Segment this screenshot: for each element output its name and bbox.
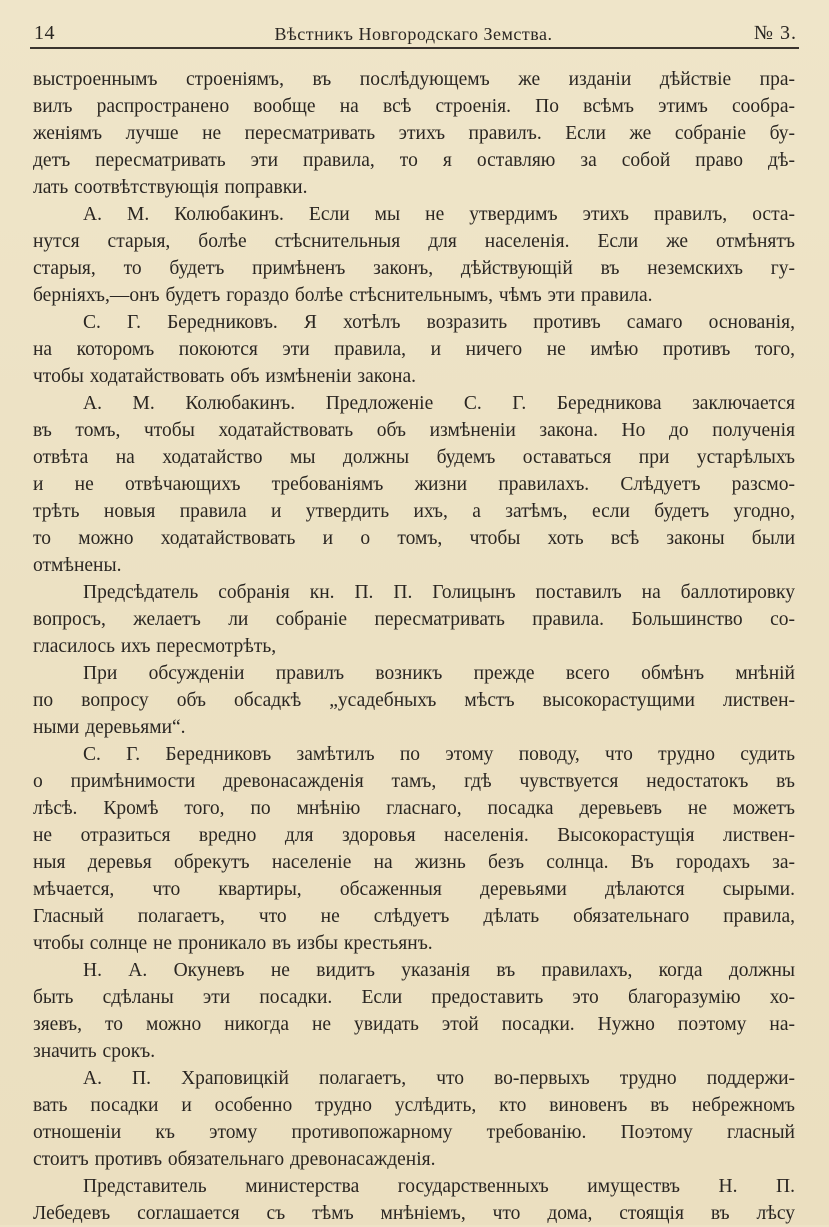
text-line: по вопросу объ обсадкѣ „усадебныхъ мѣстъ высокорастущими листвен- <box>33 690 795 711</box>
text-line: А. М. Колюбакинъ. Предложеніе С. Г. Бередникова заключается <box>83 393 795 414</box>
text-line: женіямъ лучше не пересматривать этихъ правилъ. Если же собраніе бу- <box>33 123 795 144</box>
text-line: чтобы солнце не проникало въ избы крестьянъ. <box>33 933 433 954</box>
text-line: значить срокъ. <box>33 1041 156 1062</box>
text-line: С. Г. Бередниковъ замѣтилъ по этому поводу, что трудно судить <box>83 744 795 765</box>
body-text <box>33 66 795 1227</box>
text-line: лѣсѣ. Кромѣ того, по мнѣнію гласнаго, посадка деревьевъ не можетъ <box>33 798 795 819</box>
text-line: въ томъ, чтобы ходатайствовать объ измѣненіи закона. Но до полученія <box>33 420 795 441</box>
text-line: стоитъ противъ обязательнаго древонасажденія. <box>33 1149 436 1170</box>
text-line: вопросъ, желаетъ ли собраніе пересматривать правила. Большинство со- <box>33 609 795 630</box>
text-line: А. М. Колюбакинъ. Если мы не утвердимъ этихъ правилъ, оста- <box>83 204 795 225</box>
text-line: чтобы ходатайствовать объ измѣненіи закона. <box>33 366 416 387</box>
text-line: Лебедевъ соглашается съ тѣмъ мнѣніемъ, что дома, стоящія въ лѣсу <box>33 1203 795 1224</box>
text-line: мѣчается, что квартиры, обсаженныя деревьями дѣлаются сырыми. <box>33 879 795 900</box>
text-line: Гласный полагаетъ, что не слѣдуетъ дѣлать обязательнаго правила, <box>33 906 795 927</box>
page-number: 14 <box>34 22 55 44</box>
text-line: Н. А. Окуневъ не видитъ указанія въ правилахъ, когда должны <box>83 960 795 981</box>
text-line: то можно ходатайствовать и о томъ, чтобы хоть всѣ законы были <box>33 528 795 549</box>
running-title: Вѣстникъ Новгородскаго Земства. <box>274 24 553 44</box>
text-line: быть сдѣланы эти посадки. Если предоставить это благоразумію хо- <box>33 987 795 1008</box>
text-line: отношеніи къ этому противопожарному требованію. Поэтому гласный <box>33 1122 795 1143</box>
text-line: При обсужденіи правилъ возникъ прежде всего обмѣнъ мнѣній <box>83 663 795 684</box>
text-line: не отразиться вредно для здоровья населенія. Высокорастущія листвен- <box>33 825 795 846</box>
text-line: зяевъ, то можно никогда не увидать этой посадки. Нужно поэтому на- <box>33 1014 795 1035</box>
text-line: трѣть новыя правила и утвердить ихъ, а затѣмъ, если будетъ угодно, <box>33 501 795 522</box>
text-line: отмѣнены. <box>33 555 122 576</box>
text-line: ныя деревья обрекутъ населеніе на жизнь безъ солнца. Въ городахъ за- <box>33 852 795 873</box>
text-line: на которомъ покоются эти правила, и ничего не имѣю противъ того, <box>33 339 795 360</box>
text-line: берніяхъ,—онъ будетъ гораздо болѣе стѣснительнымъ, чѣмъ эти правила. <box>33 285 653 306</box>
text-line: вать посадки и особенно трудно услѣдить, кто виновенъ въ небрежномъ <box>33 1095 795 1116</box>
text-line: ными деревьями“. <box>33 717 186 738</box>
text-line: Предсѣдатель собранія кн. П. П. Голицынъ поставилъ на баллотировку <box>83 582 795 603</box>
text-line: гласилось ихъ пересмотрѣть, <box>33 636 277 657</box>
text-line: А. П. Храповицкій полагаетъ, что во-первыхъ трудно поддержи- <box>83 1068 795 1089</box>
page-header <box>30 20 797 50</box>
text-line: С. Г. Бередниковъ. Я хотѣлъ возразить противъ самаго основанія, <box>83 312 795 333</box>
text-line: лать соотвѣтствующія поправки. <box>33 177 308 198</box>
text-line: старыя, то будетъ примѣненъ законъ, дѣйствующій въ неземскихъ гу- <box>33 258 795 279</box>
header-rule <box>30 47 799 49</box>
text-line: Представитель министерства государственныхъ имуществъ Н. П. <box>83 1176 795 1197</box>
text-line: отвѣта на ходатайство мы должны будемъ оставаться при устарѣлыхъ <box>33 447 795 468</box>
text-line: выстроеннымъ строеніямъ, въ послѣдующемъ же изданіи дѣйствіе пра- <box>33 69 795 90</box>
text-line: о примѣнимости древонасажденія тамъ, гдѣ чувствуется недостатокъ въ <box>33 771 795 792</box>
text-line: нутся старыя, болѣе стѣснительныя для населенія. Если же отмѣнятъ <box>33 231 795 252</box>
text-line: вилъ распространено вообще на всѣ строенія. По всѣмъ этимъ сообра- <box>33 96 795 117</box>
text-line: и не отвѣчающихъ требованіямъ жизни правилахъ. Слѣдуетъ разсмо- <box>33 474 795 495</box>
text-line: детъ пересматривать эти правила, то я оставляю за собой право дѣ- <box>33 150 795 171</box>
issue-number: № 3. <box>753 22 797 44</box>
